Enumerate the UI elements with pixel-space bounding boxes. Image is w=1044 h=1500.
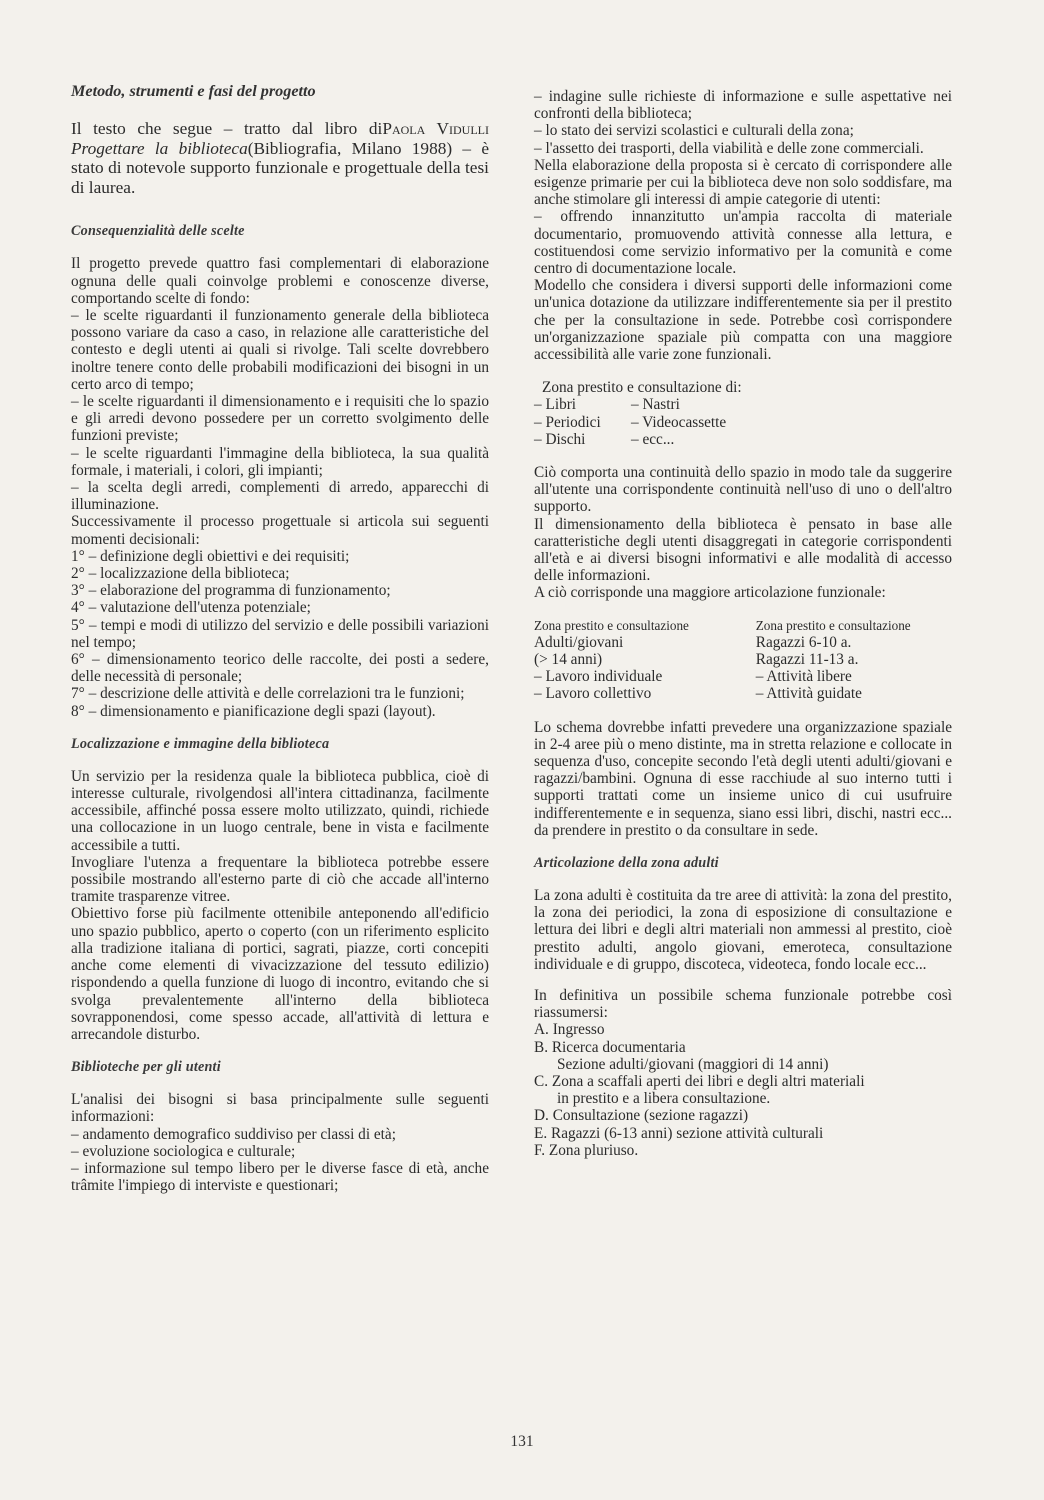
section-title: Metodo, strumenti e fasi del progetto xyxy=(71,82,316,100)
paragraph: Ciò comporta una continuità dello spazio in modo tale da suggerire all'utente una corrispondente continuità nell'uso di uno o dell'altro supporto. xyxy=(534,464,952,516)
list-item: – lo stato dei servizi scolastici e culturali della zona; xyxy=(534,122,854,140)
spacer xyxy=(534,703,952,719)
paragraph: In definitiva un possibile schema funzionale potrebbe così riassumersi: xyxy=(534,986,952,1022)
list-item: – l'assetto dei trasporti, della viabilità e delle zone commerciali. xyxy=(534,139,924,157)
paragraph: Lo schema dovrebbe infatti prevedere una organizzazione spaziale in 2-4 aree più o meno distinte, ma in stretta relazione e collocate in sequenza d'uso, concepite secondo l'età degli utenti adulti/giovani e ragazzi/bambini. Ognuna di esse racchiude al suo interno tutti i supporti trattati come un insieme unico di cui usufruire indifferentemente e in sequenza, siano essi libri, dischi, nastri ecc... da prendere in prestito o da consultare in sede. xyxy=(534,718,952,839)
list-item: B. Ricerca documentaria xyxy=(534,1038,686,1056)
grid-line: – Lavoro individuale xyxy=(534,668,663,686)
intro-author: Paola Vidulli xyxy=(382,119,489,138)
list-item: 1° – definizione degli obiettivi e dei requisiti; xyxy=(71,547,350,565)
left-column xyxy=(71,82,489,1194)
paragraph: – le scelte riguardanti l'immagine della biblioteca, la sua qualità formale, i materiali, i colori, gli impianti; xyxy=(71,444,489,479)
grid-line: – Attività libere xyxy=(755,668,852,686)
paragraph: A ciò corrisponde una maggiore articolazione funzionale: xyxy=(534,584,886,602)
zone-cell: – Nastri xyxy=(631,396,680,414)
spacer xyxy=(534,973,952,987)
paragraph: – la scelta degli arredi, complementi di arredo, apparecchi di illuminazione. xyxy=(71,479,489,514)
grid-line: – Attività guidate xyxy=(755,685,862,703)
paragraph: La zona adulti è costituita da tre aree di attività: la zona del prestito, la zona dei periodici, la zona di esposizione di consultazione e lettura dei libri e degli altri materiali non ammessi al prestito, cioè prestito adulti, angolo giovani, emeroteca, consultazione individuale e di gruppo, discoteca, videoteca, fondo locale ecc... xyxy=(534,886,952,973)
paragraph: L'analisi dei bisogni si basa principalmente sulle seguenti informazioni: xyxy=(71,1091,489,1126)
list-item: F. Zona pluriuso. xyxy=(534,1141,639,1159)
list-item: D. Consultazione (sezione ragazzi) xyxy=(534,1107,749,1125)
intro-book-title: Progettare la biblioteca xyxy=(71,138,248,158)
list-item: – andamento demografico suddiviso per classi di età; xyxy=(71,1125,396,1143)
subheading-biblioteche: Biblioteche per gli utenti xyxy=(71,1059,221,1076)
list-item: E. Ragazzi (6-13 anni) sezione attività culturali xyxy=(534,1124,824,1142)
grid-line: Ragazzi 6-10 a. xyxy=(755,633,852,651)
list-item: C. Zona a scaffali aperti dei libri e degli altri materiali xyxy=(534,1072,865,1090)
zone-cell: – ecc... xyxy=(631,430,675,448)
subheading-localizzazione: Localizzazione e immagine della biblioteca xyxy=(71,735,330,752)
zone-list-rows xyxy=(534,396,952,448)
list-item: – informazione sul tempo libero per le diverse fasce di età, anche trâmite l'impiego di interviste e questionari; xyxy=(71,1159,489,1195)
subheading-zona-adulti: Articolazione della zona adulti xyxy=(534,854,719,871)
list-item: 2° – localizzazione della biblioteca; xyxy=(71,565,290,583)
spacer xyxy=(534,448,952,464)
paragraph: Modello che considera i diversi supporti delle informazioni come un'unica dotazione da utilizzare indifferentemente sia per il prestito che per la consultazione in sede. Potrebbe così corrispondere un'organizzazione spaziale più compatta con una maggiore accessibilità alle varie zone funzionali. xyxy=(534,277,952,364)
grid-line: – Lavoro collettivo xyxy=(534,685,652,703)
list-item: 8° – dimensionamento e pianificazione degli spazi (layout). xyxy=(71,702,436,720)
grid-line: Ragazzi 11-13 a. xyxy=(755,650,859,668)
subheading-consequenzialita: Consequenzialità delle scelte xyxy=(71,223,245,240)
list-item: 6° – dimensionamento teorico delle raccolte, dei posti a sedere, delle necessità di personale; xyxy=(71,651,489,686)
grid-line: Adulti/giovani xyxy=(534,633,624,651)
paragraph: Successivamente il processo progettuale si articola sui seguenti momenti decisionali: xyxy=(71,513,489,548)
list-item: 7° – descrizione delle attività e delle correlazioni tra le funzioni; xyxy=(71,685,465,703)
paragraph: Il progetto prevede quattro fasi complementari di elaborazione ognuna delle quali coinvolge problemi e conoscenze diverse, comportando scelte di fondo: xyxy=(71,255,489,307)
spacer xyxy=(71,720,489,736)
intro-part1: Il testo che segue – tratto dal libro di xyxy=(71,119,383,138)
zone-cell: – Libri xyxy=(534,396,577,414)
zone-row xyxy=(534,396,952,413)
page-number: 131 xyxy=(510,1433,534,1450)
zone-list-title: Zona prestito e consultazione di: xyxy=(542,379,742,397)
zone-row xyxy=(534,431,952,448)
paragraph: Obiettivo forse più facilmente ottenibile anteponendo all'edificio uno spazio pubblico, aperto o coperto (con un riferimento esplicito alla tradizione italiana di portici, sagrati, piazze, corti concepiti anche come elementi di vivacizzazione del tessuto edilizio) rispondendo a quella funzione di luogo di incontro, evitando che si svolga prevalentemente all'interno della biblioteca sovrapponendosi, come spesso accade, all'attività di lettura e arrecandole disturbo. xyxy=(71,905,489,1043)
spacer xyxy=(534,602,952,618)
list-item: A. Ingresso xyxy=(534,1021,605,1039)
grid-line: (> 14 anni) xyxy=(534,650,603,668)
zone-row xyxy=(534,414,952,431)
intro-paragraph xyxy=(71,119,489,197)
zone-cell: – Videocassette xyxy=(631,413,727,431)
grid-head: Zona prestito e consultazione xyxy=(755,617,911,633)
spacer xyxy=(534,839,952,855)
list-item: 5° – tempi e modi di utilizzo del servizio e delle possibili variazioni nel tempo; xyxy=(71,616,489,651)
list-item: – evoluzione sociologica e culturale; xyxy=(71,1142,296,1160)
paragraph: – le scelte riguardanti il funzionamento generale della biblioteca possono variare da caso a caso, in relazione alle caratteristiche del contesto e degli utenti ai quali si rivolge. Tali scelte dovrebbero inoltre tenere conto delle probabili modificazioni dei bisogni in un certo arco di tempo; xyxy=(71,306,489,393)
spacer xyxy=(71,1043,489,1059)
list-item: 3° – elaborazione del programma di funzionamento; xyxy=(71,582,391,600)
zone-list xyxy=(534,379,952,396)
paragraph: Invogliare l'utenza a frequentare la biblioteca potrebbe essere possibile mostrando all'esterno parte di ciò che accade all'interno tramite trasparenze vitree. xyxy=(71,853,489,906)
list-item: in prestito e a libera consultazione. xyxy=(557,1090,771,1108)
zone-cell: – Dischi xyxy=(534,430,586,448)
paragraph: Nella elaborazione della proposta si è cercato di corrispondere alle esigenze primarie per cui la biblioteca deve non solo soddisfare, ma anche stimolare gli interessi di ampie categorie di utenti: xyxy=(534,156,952,209)
right-column xyxy=(534,88,952,1194)
intro-part2: (Bibliografia, Milano 1988) – è stato di notevole supporto funzionale e progettuale della tesi di laurea. xyxy=(71,138,489,197)
spacer xyxy=(534,363,952,379)
paragraph: – le scelte riguardanti il dimensionamento e i requisiti che lo spazio e gli arredi devono possedere per un corretto svolgimento delle funzioni previste; xyxy=(71,393,489,445)
grid-col-adults xyxy=(534,618,756,703)
list-item: Sezione adulti/giovani (maggiori di 14 anni) xyxy=(557,1055,829,1073)
list-item: – offrendo innanzitutto un'ampia raccolta di materiale documentario, promuovendo attività connesse alla lettura, e costituendosi come servizio informativo per la comunità e come centro di documentazione locale. xyxy=(534,208,952,278)
list-item: – indagine sulle richieste di informazione e sulle aspettative nei confronti della biblioteca; xyxy=(534,88,952,123)
list-item: 4° – valutazione dell'utenza potenziale; xyxy=(71,599,311,617)
grid-col-kids xyxy=(756,618,952,703)
two-column-layout xyxy=(71,82,952,1194)
summary-list xyxy=(534,1021,952,1159)
grid-head: Zona prestito e consultazione xyxy=(534,617,689,633)
paragraph: Il dimensionamento della biblioteca è pensato in base alle caratteristiche degli utenti disaggregati in categorie corrispondenti all'età e ai diversi bisogni informativi e alle modalità di accesso delle informazioni. xyxy=(534,515,952,585)
function-grid xyxy=(534,618,952,703)
paragraph: Un servizio per la residenza quale la biblioteca pubblica, cioè di interesse culturale, rivolgendosi all'intera cittadinanza, facilmente accessibile, affinché possa essere molto utilizzato, quindi, richiede una collocazione in un luogo centrale, bene in vista e facilmente accessibile a tutti. xyxy=(71,767,489,854)
zone-cell: – Periodici xyxy=(534,413,601,431)
